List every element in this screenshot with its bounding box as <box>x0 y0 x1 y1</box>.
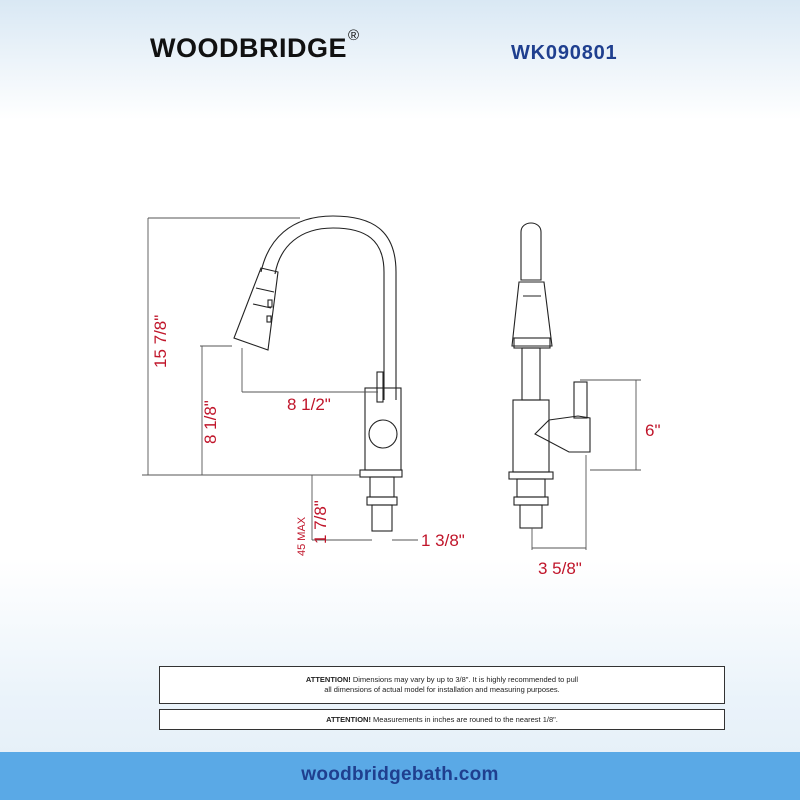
dimension-deck-max: 45 MAX <box>296 516 308 556</box>
dimension-base-diameter: 1 3/8" <box>421 531 465 550</box>
registered-mark: ® <box>348 27 360 44</box>
front-view <box>234 216 402 531</box>
dimension-side-depth: 3 5/8" <box>538 559 582 578</box>
dimension-shank-length: 1 7/8" <box>311 500 330 544</box>
dimension-spout-height: 8 1/8" <box>201 400 220 444</box>
side-handle <box>535 416 590 452</box>
dimension-lines <box>142 218 641 550</box>
model-number: WK090801 <box>511 42 618 64</box>
side-spray-head <box>512 282 552 346</box>
dimension-spout-reach: 8 1/2" <box>287 395 331 414</box>
attention-text-line2: all dimensions of actual model for installation and measuring purposes. <box>324 685 560 694</box>
side-body <box>513 400 549 472</box>
front-spray-head <box>234 268 278 350</box>
attention-label: ATTENTION! <box>326 715 371 724</box>
side-spout <box>521 223 541 280</box>
side-view <box>509 223 590 528</box>
dimension-total-height: 15 7/8" <box>151 314 170 368</box>
front-handle-lever <box>377 372 383 402</box>
attention-text-line1: Dimensions may vary by up to 3/8". It is highly recommended to pull <box>350 675 579 684</box>
front-handle-knob <box>369 420 397 448</box>
side-neck <box>522 348 540 400</box>
brand-name: WOODBRIDGE <box>150 33 347 63</box>
attention-note-dimensions <box>159 666 725 704</box>
dimension-handle-height: 6" <box>645 421 661 440</box>
attention-note-rounding <box>159 709 725 730</box>
side-lever <box>574 382 587 418</box>
website-url[interactable]: woodbridgebath.com <box>301 764 499 785</box>
attention-label: ATTENTION! <box>305 675 351 684</box>
front-spout-inner <box>275 228 384 400</box>
attention-text: Measurements in inches are rouned to the nearest 1/8". <box>370 715 558 724</box>
